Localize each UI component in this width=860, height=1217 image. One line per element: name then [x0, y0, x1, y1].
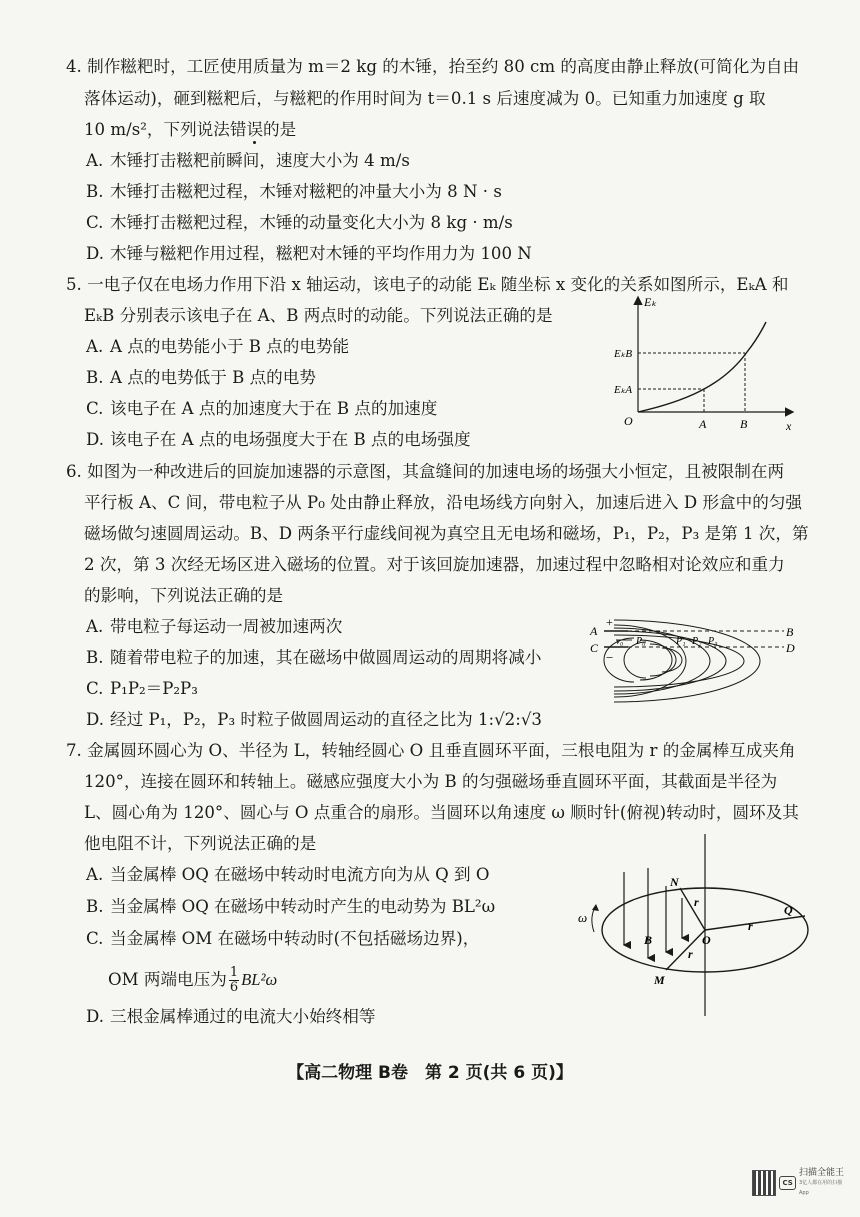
emphasis-dot-char: 误	[246, 120, 264, 139]
option-text: 当金属棒 OQ 在磁场中转动时产生的电动势为 BL²ω	[110, 897, 496, 916]
option-text: 木锤打击糍粑前瞬间，速度大小为 4 m/s	[110, 151, 410, 170]
option-text: 随着带电粒子的加速，其在磁场中做圆周运动的周期将减小	[110, 648, 542, 667]
option-text: 经过 P₁，P₂，P₃ 时粒子做圆周运动的直径之比为 1:√2:√3	[110, 710, 542, 729]
q6-option-b	[86, 647, 541, 669]
label-v0: v₀	[616, 636, 624, 646]
option-label: C.	[86, 213, 104, 232]
option-text: 木锤与糍粑作用过程，糍粑对木锤的平均作用力为 100 N	[110, 244, 532, 263]
qr-code-icon	[752, 1170, 776, 1196]
label-b-field: B	[644, 933, 653, 947]
q4-option-d	[86, 243, 532, 265]
label-p1: P₁	[676, 636, 686, 647]
option-text: BL²ω	[241, 970, 278, 989]
option-label: B.	[86, 648, 104, 667]
point-b-label: B	[740, 417, 748, 431]
option-text: OM 两端电压为	[108, 970, 227, 989]
q4-option-b	[86, 181, 502, 203]
q7-ring-diagram	[572, 832, 816, 1018]
option-text: 三根金属棒通过的电流大小始终相等	[110, 1007, 376, 1026]
label-b: B	[786, 625, 794, 639]
option-label: B.	[86, 368, 104, 387]
stamp-subtitle: 3亿人都在用的扫描App	[799, 1180, 843, 1196]
rod-oq	[705, 916, 805, 930]
label-a: A	[590, 624, 598, 638]
label-r-q: r	[748, 919, 753, 933]
q4-stem-text: 10 m/s²，下列说法错	[84, 120, 247, 139]
q5-option-b	[86, 367, 316, 389]
q7-stem-line-1: 7. 金属圆环圆心为 O、半径为 L，转轴经圆心 O 且垂直圆环平面，三根电阻为 r 的金属棒互成夹角	[66, 741, 796, 760]
origin-label: O	[624, 414, 633, 428]
q6-stem-line-1: 6. 如图为一种改进后的回旋加速器的示意图，其盒缝间的加速电场的场强大小恒定，且被限制在两	[66, 462, 785, 481]
q6-option-c	[86, 678, 198, 700]
q4-stem-line-3	[84, 119, 296, 141]
option-label: D.	[86, 430, 104, 449]
ek-curve	[638, 322, 766, 412]
stamp-title: 扫描全能王	[799, 1168, 845, 1178]
label-q: Q	[784, 903, 793, 917]
option-text: 该电子在 A 点的加速度大于在 B 点的加速度	[110, 399, 438, 418]
q7-stem-line-2: 120°，连接在圆环和转轴上。磁感应强度大小为 B 的匀强磁场垂直圆环平面，其截面是半径为	[84, 772, 778, 791]
option-text: 带电粒子每运动一周被加速两次	[110, 617, 343, 636]
eka-label: EₖA	[614, 384, 633, 396]
label-p2: P₂	[692, 636, 702, 647]
q6-stem-line-2: 平行板 A、C 间，带电粒子从 P₀ 处由静止释放，沿电场线方向射入，加速后进入 D 形盒中的匀强	[84, 493, 803, 512]
option-text: 木锤打击糍粑过程，木锤的动量变化大小为 8 kg · m/s	[110, 213, 513, 232]
option-label: D.	[86, 244, 104, 263]
option-text: 木锤打击糍粑过程，木锤对糍粑的冲量大小为 8 N · s	[110, 182, 502, 201]
q5-option-c	[86, 398, 437, 420]
label-n: N	[670, 875, 679, 889]
option-label: A.	[86, 865, 104, 884]
q7-option-b	[86, 896, 495, 918]
option-label: A.	[86, 617, 104, 636]
fraction-one-sixth	[229, 966, 239, 995]
q7-stem-line-3: L、圆心角为 120°、圆心与 O 点重合的扇形。当圆环以角速度 ω 顺时针(俯视)转动时，圆环及其	[84, 803, 799, 822]
option-text: 当金属棒 OM 在磁场中转动时(不包括磁场边界)，	[110, 929, 480, 948]
option-text: P₁P₂＝P₂P₃	[110, 679, 198, 698]
label-o: O	[702, 933, 711, 947]
plus-sign: +	[606, 615, 613, 629]
page-footer: 【高二物理 B卷 第 2 页(共 6 页)】	[287, 1063, 573, 1083]
q7-option-c-continuation	[108, 963, 277, 997]
fraction-numerator: 1	[229, 965, 239, 980]
orbit-arc-large	[614, 620, 760, 702]
label-d: D	[786, 641, 795, 655]
q6-stem-line-3: 磁场做匀速圆周运动。B、D 两条平行虚线间视为真空且无电场和磁场，P₁，P₂，P₃ 是第 1 次，第	[84, 524, 809, 543]
omega-arrowhead	[592, 904, 599, 911]
option-text: 该电子在 A 点的电场强度大于在 B 点的电场强度	[110, 430, 471, 449]
option-label: B.	[86, 897, 104, 916]
x-axis-label: x	[786, 419, 792, 433]
q6-stem-line-5: 的影响，下列说法正确的是	[84, 586, 284, 605]
q5-option-d	[86, 429, 471, 451]
q4-option-c	[86, 212, 513, 234]
option-label: D.	[86, 710, 104, 729]
omega-label: ω	[578, 910, 588, 925]
option-label: A.	[86, 151, 104, 170]
q5-option-a	[86, 336, 349, 358]
q7-option-a	[86, 864, 489, 886]
q6-option-d	[86, 709, 542, 731]
label-r-n: r	[694, 895, 699, 909]
q5-stem-line-1: 5. 一电子仅在电场力作用下沿 x 轴运动，该电子的动能 Eₖ 随坐标 x 变化的关系如图所示，EₖA 和	[66, 275, 789, 294]
option-label: C.	[86, 679, 104, 698]
q6-option-a	[86, 616, 342, 638]
option-text: A 点的电势能小于 B 点的电势能	[110, 337, 350, 356]
q7-option-c	[86, 928, 479, 950]
rod-on	[680, 888, 705, 930]
label-p3: P₃	[708, 636, 718, 647]
q4-stem-line-1: 4. 制作糍粑时，工匠使用质量为 m＝2 kg 的木锤，抬至约 80 cm 的高度由静止释放(可简化为自由	[66, 57, 800, 76]
q5-ek-x-graph	[612, 292, 802, 436]
scanner-app-stamp	[752, 1168, 848, 1198]
q4-stem-line-2: 落体运动)，砸到糍粑后，与糍粑的作用时间为 t＝0.1 s 后速度减为 0。已知重力加速度 g 取	[84, 89, 766, 108]
label-c: C	[590, 641, 599, 655]
option-label: C.	[86, 399, 104, 418]
label-r-m: r	[688, 947, 693, 961]
label-p0: P₀	[636, 636, 646, 647]
option-text: A 点的电势低于 B 点的电势	[110, 368, 316, 387]
q4-option-a	[86, 150, 410, 172]
q6-stem-line-4: 2 次，第 3 次经无场区进入磁场的位置。对于该回旋加速器，加速过程中忽略相对论效应和重力	[84, 555, 785, 574]
point-a-label: A	[699, 417, 707, 431]
y-axis-label: Eₖ	[644, 295, 657, 309]
cs-logo-icon: CS	[779, 1176, 796, 1190]
option-text: 当金属棒 OQ 在磁场中转动时电流方向为从 Q 到 O	[110, 865, 490, 884]
minus-sign: −	[606, 650, 614, 665]
option-label: B.	[86, 182, 104, 201]
q5-stem-line-2: EₖB 分别表示该电子在 A、B 两点时的动能。下列说法正确的是	[84, 306, 553, 325]
fraction-denominator: 6	[229, 980, 239, 995]
option-label: A.	[86, 337, 104, 356]
q7-option-d	[86, 1006, 376, 1028]
label-m: M	[654, 973, 665, 987]
q7-stem-line-4: 他电阻不计，下列说法正确的是	[84, 834, 317, 853]
option-label: C.	[86, 929, 104, 948]
q6-cyclotron-diagram	[586, 610, 800, 714]
rod-om	[666, 930, 705, 970]
ekb-label: EₖB	[614, 348, 633, 360]
option-label: D.	[86, 1007, 104, 1026]
q4-stem-end: 的是	[263, 120, 297, 139]
stamp-text	[799, 1168, 848, 1198]
